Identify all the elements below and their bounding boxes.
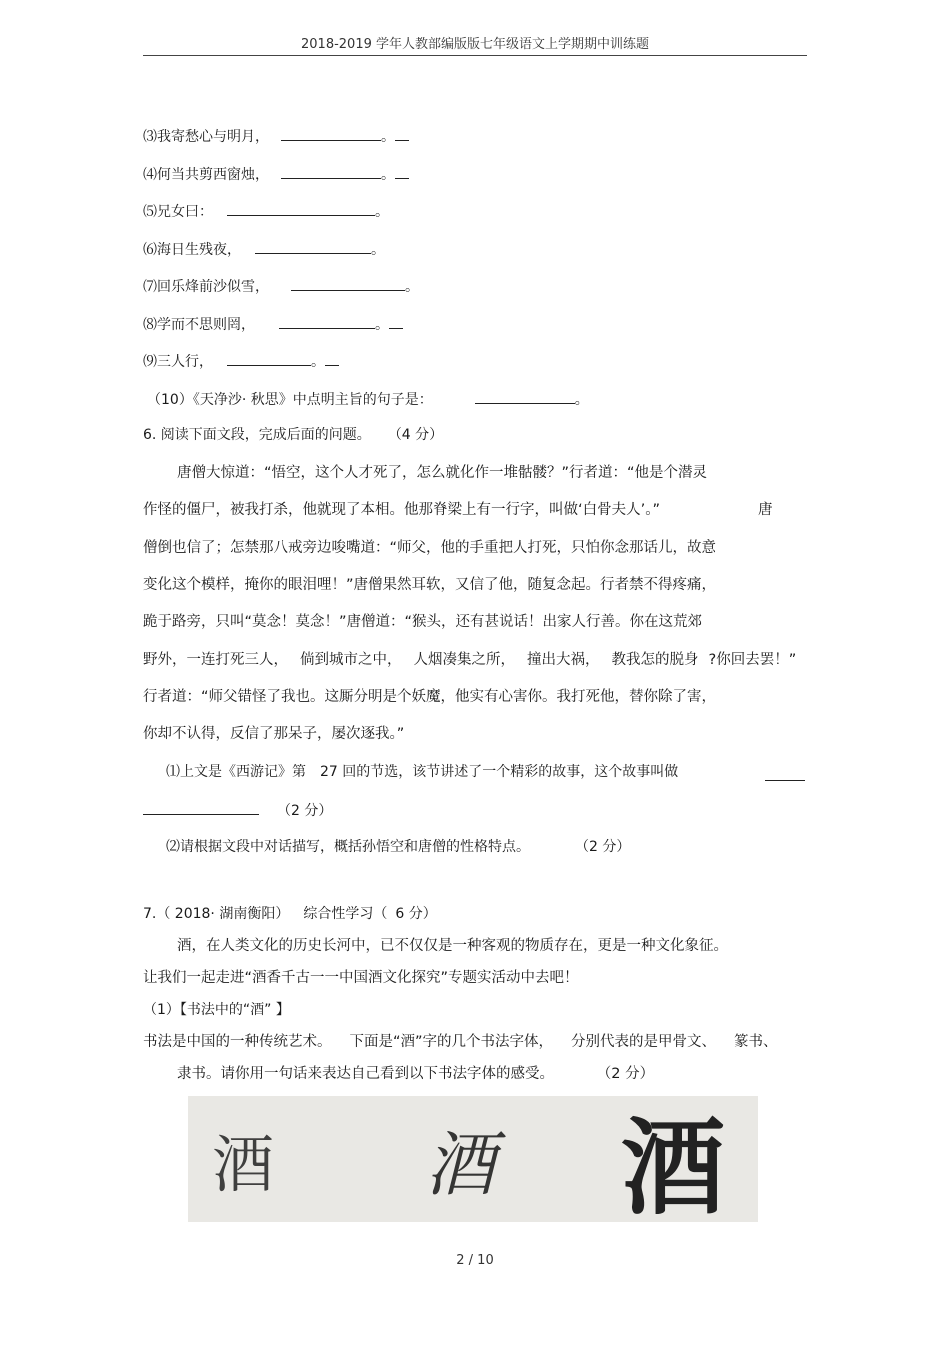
answer-blank[interactable] bbox=[475, 389, 575, 404]
question-7-sub-1-title: （1）【书法中的“酒” 】 bbox=[143, 1002, 290, 1018]
answer-blank[interactable] bbox=[281, 126, 381, 141]
fill-item-6: ⑹海日生残夜， 。 bbox=[143, 239, 385, 259]
passage-line: 唐 bbox=[758, 502, 773, 518]
question-6-score: （4 分） bbox=[394, 427, 444, 443]
page-header-title: 2018-2019 学年人教部编版版七年级语文上学期期中训练题 bbox=[301, 37, 649, 52]
question-6-sub-1-score: （2 分） bbox=[277, 803, 333, 819]
passage-line: 僧倒也信了；怎禁那八戒旁边唆嘴道：“师父，他的手重把人打死，只怕你念那话儿，故意 bbox=[143, 540, 717, 556]
question-7-sub-1-line: 隶书。请你用一句话来表达自己看到以下书法字体的感受。 （2 分） bbox=[177, 1066, 655, 1082]
answer-blank[interactable] bbox=[143, 800, 259, 815]
fill-item-8: ⑻学而不思则罔， 。 bbox=[143, 314, 403, 334]
fill-item-4: ⑷何当共剪西窗烛， 。 bbox=[143, 164, 409, 184]
calligraphy-clerical-script: 酒 bbox=[620, 1107, 725, 1229]
calligraphy-seal-script: 酒 bbox=[425, 1123, 495, 1206]
question-6-sub-2: ⑵请根据文段中对话描写，概括孙悟空和唐僧的性格特点。 （2 分） bbox=[166, 839, 631, 855]
question-7-intro: 让我们一起走进“酒香千古一一中国酒文化探究”专题实活动中去吧！ bbox=[143, 970, 579, 986]
passage-line: 变化这个模样，掩你的眼泪哩！”唐僧果然耳软，又信了他，随复念起。行者禁不得疼痛， bbox=[143, 577, 717, 593]
calligraphy-image bbox=[188, 1096, 758, 1229]
question-7-sub-1-score: （2 分） bbox=[604, 1066, 655, 1082]
fill-item-5: ⑸兄女曰： 。 bbox=[143, 201, 389, 221]
passage-line: 跪于路旁，只叫“莫念！莫念！”唐僧道：“猴头，还有甚说话！出家人行善。你在这荒郊 bbox=[143, 614, 703, 630]
question-7-sub-1-line: 书法是中国的一种传统艺术。 下面是“酒”字的几个书法字体， 分别代表的是甲骨文、 篆书、 bbox=[143, 1034, 778, 1050]
answer-blank[interactable] bbox=[227, 201, 375, 216]
answer-blank[interactable] bbox=[255, 239, 371, 254]
question-7-intro: 酒，在人类文化的历史长河中，已不仅仅是一种客观的物质存在，更是一种文化象征。 bbox=[177, 938, 728, 954]
question-6-sub-2-score: （2 分） bbox=[582, 839, 631, 855]
page-number: 2 / 10 bbox=[456, 1253, 494, 1268]
answer-blank[interactable] bbox=[291, 276, 405, 291]
header-rule bbox=[143, 55, 807, 56]
answer-blank[interactable] bbox=[281, 164, 381, 179]
answer-blank[interactable] bbox=[765, 766, 805, 781]
passage-line: 作怪的僵尸，被我打杀，他就现了本相。他那脊梁上有一行字，叫做‘白骨夫人’。” bbox=[143, 502, 660, 518]
fill-item-9: ⑼三人行， 。 bbox=[143, 351, 339, 371]
question-6-sub-1-cont bbox=[143, 800, 332, 820]
passage-line: 你却不认得，反信了那呆子，屡次逐我。” bbox=[143, 726, 405, 742]
question-6-title: 6. 阅读下面文段，完成后面的问题。 （4 分） bbox=[143, 427, 444, 443]
fill-item-3: ⑶我寄愁心与明月， 。 bbox=[143, 126, 409, 146]
fill-item-7: ⑺回乐烽前沙似雪， 。 bbox=[143, 276, 419, 296]
fill-item-10: （10）《天净沙· 秋思》中点明主旨的句子是： 。 bbox=[147, 389, 589, 409]
question-6-sub-1: ⑴上文是《西游记》第 27 回的节选，该节讲述了一个精彩的故事，这个故事叫做 bbox=[166, 764, 679, 780]
passage-line: 行者道：“师父错怪了我也。这厮分明是个妖魔，他实有心害你。我打死他，替你除了害， bbox=[143, 689, 717, 705]
passage-line: 唐僧大惊道：“悟空，这个人才死了，怎么就化作一堆骷髅？”行者道：“他是个潜灵 bbox=[177, 465, 708, 481]
answer-blank[interactable] bbox=[279, 314, 375, 329]
answer-blank[interactable] bbox=[227, 351, 311, 366]
passage-line: 野外，一连打死三人， 倘到城市之中， 人烟凑集之所， 撞出大祸， 教我怎的脱身 ?你回去罢！” bbox=[143, 652, 797, 668]
calligraphy-oracle-bone: 酒 bbox=[211, 1127, 274, 1201]
question-7-title: 7.（ 2018· 湖南衡阳） 综合性学习（ 6 分） bbox=[143, 906, 437, 922]
